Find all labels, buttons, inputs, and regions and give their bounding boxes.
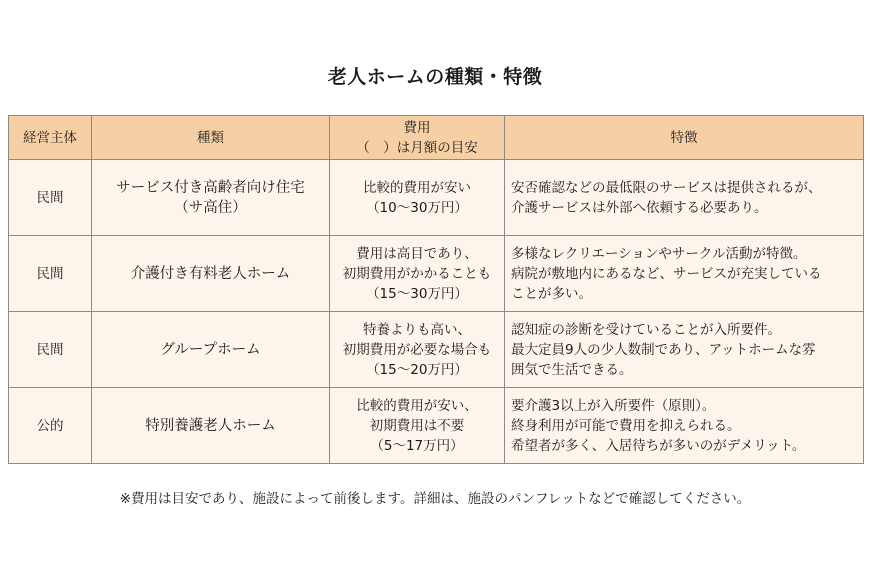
footnote: ※費用は目安であり、施設によって前後します。詳細は、施設のパンフレットなどで確認してください。	[119, 491, 751, 507]
cell-type	[92, 388, 330, 464]
care-home-table	[8, 115, 864, 464]
cost-line: （10〜30万円）	[366, 199, 468, 216]
feature-line: 多様なレクリエーションやサークル活動が特徴。	[511, 245, 807, 262]
header-type: 種類	[92, 116, 330, 160]
cell-features	[505, 160, 864, 236]
header-operator: 経営主体	[9, 116, 92, 160]
type-line: グループホーム	[160, 341, 261, 358]
feature-line: 終身利用が可能で費用を抑えられる。	[511, 417, 741, 434]
cost-line: 比較的費用が安い、	[356, 397, 478, 414]
cell-type	[92, 312, 330, 388]
cell-cost	[330, 388, 505, 464]
type-line: サービス付き高齢者向け住宅	[116, 179, 305, 196]
cell-type	[92, 160, 330, 236]
cost-line: 比較的費用が安い	[363, 179, 471, 196]
cell-operator: 公的	[9, 388, 92, 464]
feature-line: 安否確認などの最低限のサービスは提供されるが、	[511, 179, 822, 196]
cost-line: （5〜17万円）	[370, 437, 464, 454]
feature-line: 囲気で生活できる。	[511, 361, 633, 378]
type-line: （サ高住）	[174, 199, 247, 216]
cost-line: 初期費用がかかることも	[342, 265, 492, 282]
cost-line: 特養よりも高い、	[363, 321, 471, 338]
cost-line: 費用は高目であり、	[356, 245, 478, 262]
table-row	[9, 160, 864, 236]
header-features: 特徴	[505, 116, 864, 160]
feature-line: 病院が敷地内にあるなど、サービスが充実している	[511, 265, 822, 282]
cell-cost	[330, 236, 505, 312]
type-line: 特別養護老人ホーム	[145, 417, 276, 434]
cost-line: （15〜20万円）	[366, 361, 468, 378]
cell-cost	[330, 312, 505, 388]
table-row	[9, 388, 864, 464]
feature-line: 要介護3以上が入所要件（原則）。	[511, 397, 716, 414]
cell-operator: 民間	[9, 236, 92, 312]
cost-line: 初期費用は不要	[369, 417, 465, 434]
feature-line: 希望者が多く、入居待ちが多いのがデメリット。	[511, 437, 806, 454]
cell-cost	[330, 160, 505, 236]
cell-operator: 民間	[9, 160, 92, 236]
header-cost-line2: （ ）は月額の目安	[356, 139, 478, 156]
type-line: 介護付き有料老人ホーム	[130, 265, 291, 282]
header-cost	[330, 116, 505, 160]
cell-features	[505, 388, 864, 464]
cost-line: （15〜30万円）	[366, 285, 468, 302]
feature-line: ことが多い。	[511, 285, 592, 302]
cell-operator: 民間	[9, 312, 92, 388]
table-header-row	[9, 116, 864, 160]
table-row	[9, 236, 864, 312]
feature-line: 介護サービスは外部へ依頼する必要あり。	[511, 199, 768, 216]
table-row	[9, 312, 864, 388]
cost-line: 初期費用が必要な場合も	[342, 341, 492, 358]
feature-line: 認知症の診断を受けていることが入所要件。	[511, 321, 781, 338]
cell-features	[505, 312, 864, 388]
feature-line: 最大定員9人の少人数制であり、アットホームな雰	[511, 341, 816, 358]
page-title: 老人ホームの種類・特徴	[327, 66, 543, 88]
header-cost-line1: 費用	[403, 119, 431, 136]
cell-features	[505, 236, 864, 312]
cell-type	[92, 236, 330, 312]
